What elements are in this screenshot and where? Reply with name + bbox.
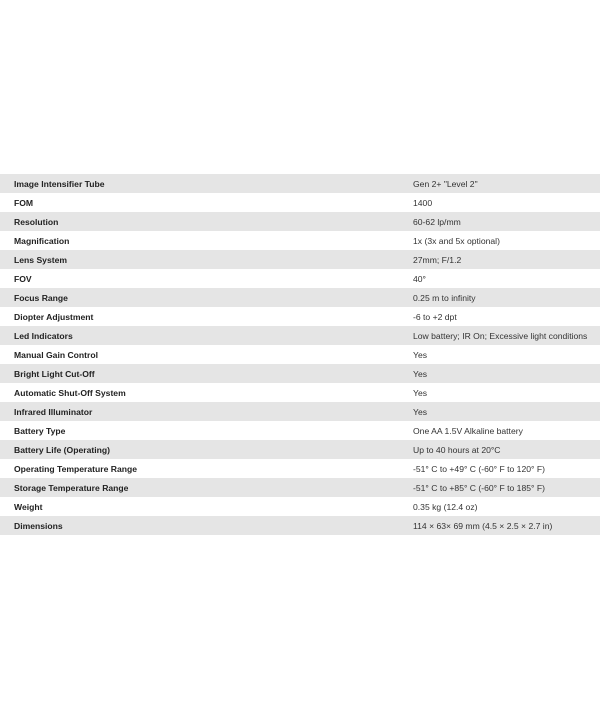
spec-row-resolution (0, 212, 600, 231)
spec-row-dimensions (0, 516, 600, 535)
spec-label: Manual Gain Control (0, 345, 413, 364)
spec-label: Resolution (0, 212, 413, 231)
spec-value: Low battery; IR On; Excessive light conditions (413, 326, 600, 345)
spec-value: -51° C to +85° C (-60° F to 185° F) (413, 478, 600, 497)
spec-label: FOV (0, 269, 413, 288)
spec-label: Led Indicators (0, 326, 413, 345)
specifications-table (0, 174, 600, 535)
spec-row-led-indicators (0, 326, 600, 345)
spec-row-image-intensifier-tube (0, 174, 600, 193)
spec-label: Weight (0, 497, 413, 516)
spec-label: Automatic Shut-Off System (0, 383, 413, 402)
spec-value: Yes (413, 402, 600, 421)
spec-value: 40° (413, 269, 600, 288)
spec-row-diopter-adjustment (0, 307, 600, 326)
spec-value: -6 to +2 dpt (413, 307, 600, 326)
spec-label: Magnification (0, 231, 413, 250)
spec-value: Yes (413, 345, 600, 364)
spec-label: Focus Range (0, 288, 413, 307)
spec-label: FOM (0, 193, 413, 212)
spec-row-bright-light-cut-off (0, 364, 600, 383)
spec-label: Operating Temperature Range (0, 459, 413, 478)
spec-label: Battery Type (0, 421, 413, 440)
spec-value: 0.25 m to infinity (413, 288, 600, 307)
spec-row-battery-life (0, 440, 600, 459)
spec-value: Gen 2+ "Level 2" (413, 174, 600, 193)
spec-value: 114 × 63× 69 mm (4.5 × 2.5 × 2.7 in) (413, 516, 600, 535)
spec-row-operating-temperature-range (0, 459, 600, 478)
spec-value: 1400 (413, 193, 600, 212)
spec-label: Storage Temperature Range (0, 478, 413, 497)
spec-row-automatic-shut-off-system (0, 383, 600, 402)
spec-value: 0.35 kg (12.4 oz) (413, 497, 600, 516)
spec-row-focus-range (0, 288, 600, 307)
spec-value: 1x (3x and 5x optional) (413, 231, 600, 250)
spec-label: Dimensions (0, 516, 413, 535)
spec-row-storage-temperature-range (0, 478, 600, 497)
spec-label: Battery Life (Operating) (0, 440, 413, 459)
spec-value: 27mm; F/1.2 (413, 250, 600, 269)
spec-row-lens-system (0, 250, 600, 269)
spec-label: Image Intensifier Tube (0, 174, 413, 193)
spec-value: One AA 1.5V Alkaline battery (413, 421, 600, 440)
spec-label: Lens System (0, 250, 413, 269)
spec-label: Diopter Adjustment (0, 307, 413, 326)
spec-value: 60-62 lp/mm (413, 212, 600, 231)
spec-label: Bright Light Cut-Off (0, 364, 413, 383)
spec-value: Yes (413, 383, 600, 402)
specifications-table-body (0, 174, 600, 535)
spec-row-fom (0, 193, 600, 212)
spec-row-weight (0, 497, 600, 516)
spec-row-magnification (0, 231, 600, 250)
spec-label: Infrared Illuminator (0, 402, 413, 421)
spec-row-manual-gain-control (0, 345, 600, 364)
spec-row-infrared-illuminator (0, 402, 600, 421)
spec-row-fov (0, 269, 600, 288)
spec-value: -51° C to +49° C (-60° F to 120° F) (413, 459, 600, 478)
spec-value: Up to 40 hours at 20°C (413, 440, 600, 459)
spec-row-battery-type (0, 421, 600, 440)
spec-value: Yes (413, 364, 600, 383)
